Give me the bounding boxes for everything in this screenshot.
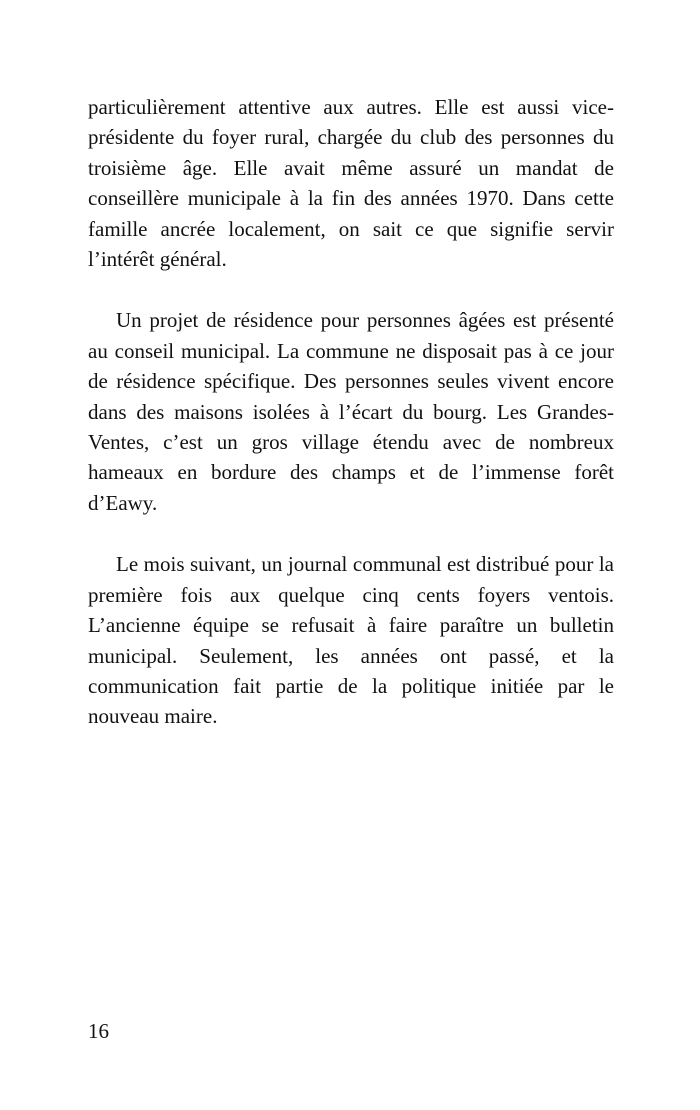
page-number: 16: [88, 1019, 109, 1043]
paragraph-2: Un projet de résidence pour personnes âgées est présenté au conseil municipal. La commune ne disposait pas à ce jour de résidence spécifique. Des personnes seules vivent encore dans des maisons isolées à l’écart du bourg. Les Grandes-Ventes, c’est un gros village étendu avec de nombreux hameaux en bordure des champs et de l’immense forêt d’Eawy.: [88, 308, 614, 515]
body-text: [88, 92, 614, 763]
paragraph-3: Le mois suivant, un journal communal est distribué pour la première fois aux quelque cinq cents foyers ventois. L’ancienne équipe se refusait à faire paraître un bulletin municipal. Seulement, les années ont passé, et la communication fait partie de la politique initiée par le nouveau maire.: [88, 552, 614, 729]
paragraph-1: particulièrement attentive aux autres. Elle est aussi vice-présidente du foyer rural, chargée du club des personnes du troisième âge. Elle avait même assuré un mandat de conseillère municipale à la fin des années 1970. Dans cette famille ancrée localement, on sait ce que signifie servir l’intérêt général.: [88, 95, 614, 272]
